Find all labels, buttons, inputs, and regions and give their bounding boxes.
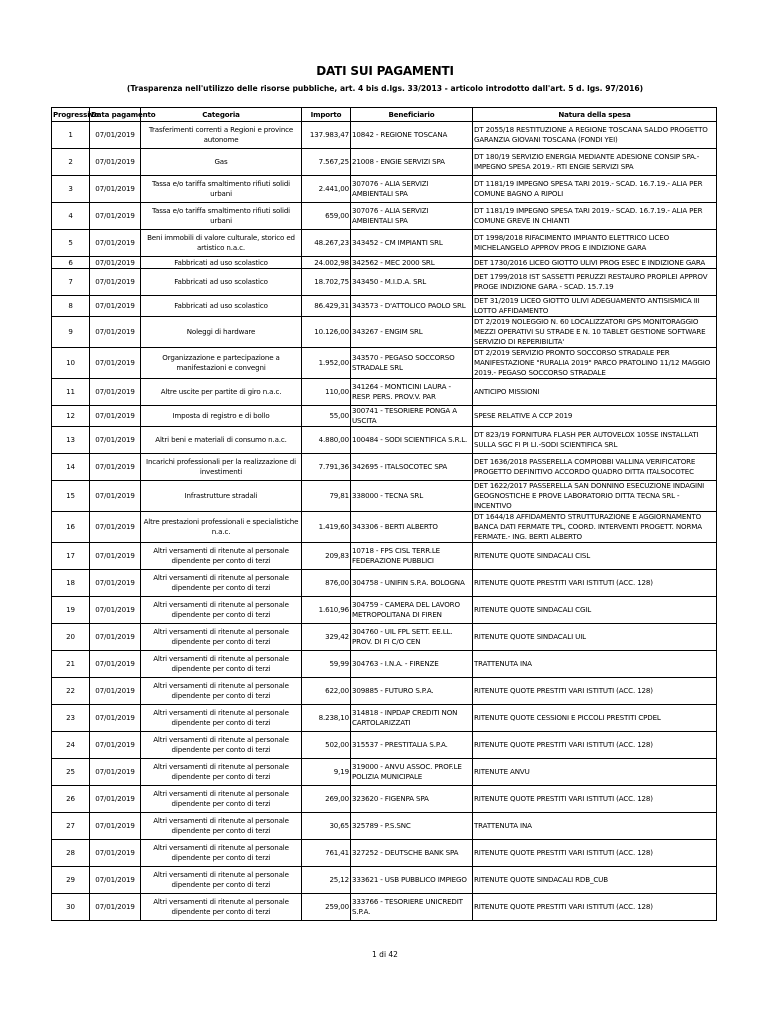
- cell-progressivo: 27: [52, 813, 90, 840]
- table-row: [52, 296, 717, 317]
- cell-natura-spesa: DT 2/2019 NOLEGGIO N. 60 LOCALIZZATORI GPS MONITORAGGIO MEZZI OPERATIVI SU STRADE E N. 10 TABLET GESTIONE SOFTWARE SERVIZIO DI REPERIBILITA': [473, 317, 717, 348]
- cell-categoria: Altri beni e materiali di consumo n.a.c.: [141, 427, 302, 454]
- cell-categoria: Altri versamenti di ritenute al personale dipendente per conto di terzi: [141, 651, 302, 678]
- cell-beneficiario: 314818 - INPDAP CREDITI NON CARTOLARIZZATI: [351, 705, 473, 732]
- cell-categoria: Altri versamenti di ritenute al personale dipendente per conto di terzi: [141, 624, 302, 651]
- table-header: [52, 108, 717, 122]
- table-body: [52, 122, 717, 921]
- cell-natura-spesa: SPESE RELATIVE A CCP 2019: [473, 406, 717, 427]
- cell-categoria: Tassa e/o tariffa smaltimento rifiuti solidi urbani: [141, 176, 302, 203]
- cell-progressivo: 9: [52, 317, 90, 348]
- cell-data-pagamento: 07/01/2019: [90, 122, 141, 149]
- cell-data-pagamento: 07/01/2019: [90, 624, 141, 651]
- cell-data-pagamento: 07/01/2019: [90, 257, 141, 269]
- header-progressivo: Progressivo: [52, 108, 90, 122]
- cell-beneficiario: 333621 - USB PUBBLICO IMPIEGO: [351, 867, 473, 894]
- cell-natura-spesa: RITENUTE QUOTE SINDACALI CISL: [473, 543, 717, 570]
- cell-progressivo: 5: [52, 230, 90, 257]
- cell-progressivo: 24: [52, 732, 90, 759]
- cell-progressivo: 28: [52, 840, 90, 867]
- header-importo: Importo: [302, 108, 351, 122]
- cell-data-pagamento: 07/01/2019: [90, 786, 141, 813]
- table-row: [52, 481, 717, 512]
- cell-progressivo: 13: [52, 427, 90, 454]
- cell-progressivo: 21: [52, 651, 90, 678]
- table-row: [52, 257, 717, 269]
- cell-categoria: Altri versamenti di ritenute al personale dipendente per conto di terzi: [141, 543, 302, 570]
- cell-natura-spesa: DT 1644/18 AFFIDAMENTO STRUTTURAZIONE E AGGIORNAMENTO BANCA DATI FERMATE TPL, COORD. INTERVENTI PROGETT. NORMA FERMATE.- ING. BERTI ALBERTO: [473, 512, 717, 543]
- cell-categoria: Altri versamenti di ritenute al personale dipendente per conto di terzi: [141, 894, 302, 921]
- cell-categoria: Altre uscite per partite di giro n.a.c.: [141, 379, 302, 406]
- cell-beneficiario: 343573 - D'ATTOLICO PAOLO SRL: [351, 296, 473, 317]
- cell-importo: 55,00: [302, 406, 351, 427]
- cell-categoria: Gas: [141, 149, 302, 176]
- cell-beneficiario: 338000 - TECNA SRL: [351, 481, 473, 512]
- cell-progressivo: 14: [52, 454, 90, 481]
- cell-importo: 209,83: [302, 543, 351, 570]
- table-row: [52, 840, 717, 867]
- table-row: [52, 149, 717, 176]
- cell-beneficiario: 343306 - BERTI ALBERTO: [351, 512, 473, 543]
- cell-beneficiario: 343570 - PEGASO SOCCORSO STRADALE SRL: [351, 348, 473, 379]
- table-row: [52, 651, 717, 678]
- table-row: [52, 406, 717, 427]
- table-row: [52, 269, 717, 296]
- table-row: [52, 512, 717, 543]
- cell-natura-spesa: RITENUTE QUOTE CESSIONI E PICCOLI PRESTITI CPDEL: [473, 705, 717, 732]
- cell-data-pagamento: 07/01/2019: [90, 427, 141, 454]
- cell-progressivo: 6: [52, 257, 90, 269]
- cell-categoria: Incarichi professionali per la realizzazione di investimenti: [141, 454, 302, 481]
- page-title: DATI SUI PAGAMENTI: [316, 64, 454, 78]
- cell-progressivo: 18: [52, 570, 90, 597]
- cell-importo: 18.702,75: [302, 269, 351, 296]
- table-row: [52, 624, 717, 651]
- cell-natura-spesa: RITENUTE QUOTE PRESTITI VARI ISTITUTI (ACC. 128): [473, 678, 717, 705]
- cell-beneficiario: 323620 - FIGENPA SPA: [351, 786, 473, 813]
- cell-categoria: Organizzazione e partecipazione a manifestazioni e convegni: [141, 348, 302, 379]
- cell-progressivo: 25: [52, 759, 90, 786]
- cell-data-pagamento: 07/01/2019: [90, 840, 141, 867]
- cell-beneficiario: 10842 - REGIONE TOSCANA: [351, 122, 473, 149]
- cell-natura-spesa: RITENUTE QUOTE SINDACALI UIL: [473, 624, 717, 651]
- table-row: [52, 543, 717, 570]
- cell-importo: 48.267,23: [302, 230, 351, 257]
- cell-natura-spesa: DET 1622/2017 PASSERELLA SAN DONNINO ESECUZIONE INDAGINI GEOGNOSTICHE E PROVE LABORATORIO DITTA TECNA SRL - INCENTIVO: [473, 481, 717, 512]
- cell-data-pagamento: 07/01/2019: [90, 543, 141, 570]
- cell-beneficiario: 307076 - ALIA SERVIZI AMBIENTALI SPA: [351, 203, 473, 230]
- cell-natura-spesa: DT 1181/19 IMPEGNO SPESA TARI 2019.- SCAD. 16.7.19.- ALIA PER COMUNE BAGNO A RIPOLI: [473, 176, 717, 203]
- cell-importo: 79,81: [302, 481, 351, 512]
- cell-importo: 59,99: [302, 651, 351, 678]
- cell-data-pagamento: 07/01/2019: [90, 230, 141, 257]
- cell-importo: 86.429,31: [302, 296, 351, 317]
- cell-data-pagamento: 07/01/2019: [90, 759, 141, 786]
- cell-categoria: Trasferimenti correnti a Regioni e province autonome: [141, 122, 302, 149]
- cell-natura-spesa: DT 180/19 SERVIZIO ENERGIA MEDIANTE ADESIONE CONSIP SPA.- IMPEGNO SPESA 2019.- RTI ENGIE SERVIZI SPA: [473, 149, 717, 176]
- table-row: [52, 203, 717, 230]
- cell-beneficiario: 304763 - I.N.A. - FIRENZE: [351, 651, 473, 678]
- cell-progressivo: 15: [52, 481, 90, 512]
- cell-data-pagamento: 07/01/2019: [90, 149, 141, 176]
- cell-progressivo: 26: [52, 786, 90, 813]
- table-row: [52, 813, 717, 840]
- cell-natura-spesa: RITENUTE QUOTE PRESTITI VARI ISTITUTI (ACC. 128): [473, 732, 717, 759]
- cell-importo: 659,00: [302, 203, 351, 230]
- header-categoria: Categoria: [141, 108, 302, 122]
- cell-natura-spesa: RITENUTE QUOTE PRESTITI VARI ISTITUTI (ACC. 128): [473, 786, 717, 813]
- cell-categoria: Tassa e/o tariffa smaltimento rifiuti solidi urbani: [141, 203, 302, 230]
- cell-beneficiario: 343450 - M.I.D.A. SRL: [351, 269, 473, 296]
- cell-progressivo: 19: [52, 597, 90, 624]
- table-row: [52, 122, 717, 149]
- table-row: [52, 786, 717, 813]
- cell-progressivo: 20: [52, 624, 90, 651]
- table-row: [52, 732, 717, 759]
- cell-natura-spesa: TRATTENUTA INA: [473, 651, 717, 678]
- table-row: [52, 759, 717, 786]
- cell-beneficiario: 327252 - DEUTSCHE BANK SPA: [351, 840, 473, 867]
- cell-importo: 7.791,36: [302, 454, 351, 481]
- table-row: [52, 317, 717, 348]
- cell-progressivo: 10: [52, 348, 90, 379]
- table-row: [52, 894, 717, 921]
- cell-importo: 259,00: [302, 894, 351, 921]
- cell-importo: 110,00: [302, 379, 351, 406]
- cell-beneficiario: 342695 - ITALSOCOTEC SPA: [351, 454, 473, 481]
- cell-data-pagamento: 07/01/2019: [90, 705, 141, 732]
- cell-data-pagamento: 07/01/2019: [90, 867, 141, 894]
- table-row: [52, 379, 717, 406]
- cell-beneficiario: 319000 - ANVU ASSOC. PROF.LE POLIZIA MUNICIPALE: [351, 759, 473, 786]
- cell-natura-spesa: DET 1799/2018 IST SASSETTI PERUZZI RESTAURO PROPILEI APPROV PROGE INDIZIONE GARA - SCAD. 15.7.19: [473, 269, 717, 296]
- cell-categoria: Altri versamenti di ritenute al personale dipendente per conto di terzi: [141, 678, 302, 705]
- cell-progressivo: 8: [52, 296, 90, 317]
- cell-importo: 1.952,00: [302, 348, 351, 379]
- cell-data-pagamento: 07/01/2019: [90, 732, 141, 759]
- cell-importo: 24.002,98: [302, 257, 351, 269]
- cell-beneficiario: 342562 - MEC 2000 SRL: [351, 257, 473, 269]
- cell-categoria: Altri versamenti di ritenute al personale dipendente per conto di terzi: [141, 705, 302, 732]
- cell-data-pagamento: 07/01/2019: [90, 813, 141, 840]
- cell-categoria: Fabbricati ad uso scolastico: [141, 296, 302, 317]
- cell-progressivo: 17: [52, 543, 90, 570]
- cell-beneficiario: 333766 - TESORIERE UNICREDIT S.P.A.: [351, 894, 473, 921]
- cell-categoria: Imposta di registro e di bollo: [141, 406, 302, 427]
- cell-categoria: Infrastrutture stradali: [141, 481, 302, 512]
- cell-data-pagamento: 07/01/2019: [90, 894, 141, 921]
- cell-categoria: Altri versamenti di ritenute al personale dipendente per conto di terzi: [141, 786, 302, 813]
- cell-categoria: Altri versamenti di ritenute al personale dipendente per conto di terzi: [141, 867, 302, 894]
- cell-importo: 622,00: [302, 678, 351, 705]
- table-row: [52, 348, 717, 379]
- cell-importo: 1.610,96: [302, 597, 351, 624]
- cell-natura-spesa: DT 1181/19 IMPEGNO SPESA TARI 2019.- SCAD. 16.7.19.- ALIA PER COMUNE GREVE IN CHIANTI: [473, 203, 717, 230]
- cell-beneficiario: 315537 - PRESTITALIA S.P.A.: [351, 732, 473, 759]
- cell-natura-spesa: RITENUTE ANVU: [473, 759, 717, 786]
- cell-importo: 9,19: [302, 759, 351, 786]
- cell-natura-spesa: RITENUTE QUOTE PRESTITI VARI ISTITUTI (ACC. 128): [473, 894, 717, 921]
- cell-categoria: Fabbricati ad uso scolastico: [141, 269, 302, 296]
- header-data-pagamento: Data pagamento: [90, 108, 141, 122]
- cell-importo: 269,00: [302, 786, 351, 813]
- cell-data-pagamento: 07/01/2019: [90, 570, 141, 597]
- cell-progressivo: 22: [52, 678, 90, 705]
- cell-categoria: Noleggi di hardware: [141, 317, 302, 348]
- cell-beneficiario: 325789 - P.S.SNC: [351, 813, 473, 840]
- cell-importo: 502,00: [302, 732, 351, 759]
- header-natura-spesa: Natura della spesa: [473, 108, 717, 122]
- cell-progressivo: 11: [52, 379, 90, 406]
- cell-data-pagamento: 07/01/2019: [90, 176, 141, 203]
- cell-data-pagamento: 07/01/2019: [90, 379, 141, 406]
- cell-progressivo: 4: [52, 203, 90, 230]
- cell-importo: 329,42: [302, 624, 351, 651]
- cell-categoria: Altri versamenti di ritenute al personale dipendente per conto di terzi: [141, 813, 302, 840]
- cell-importo: 25,12: [302, 867, 351, 894]
- cell-progressivo: 3: [52, 176, 90, 203]
- cell-beneficiario: 304760 - UIL FPL SETT. EE.LL. PROV. DI FI C/O CEN: [351, 624, 473, 651]
- cell-data-pagamento: 07/01/2019: [90, 406, 141, 427]
- cell-natura-spesa: RITENUTE QUOTE SINDACALI RDB_CUB: [473, 867, 717, 894]
- cell-natura-spesa: TRATTENUTA INA: [473, 813, 717, 840]
- cell-categoria: Fabbricati ad uso scolastico: [141, 257, 302, 269]
- cell-categoria: Altri versamenti di ritenute al personale dipendente per conto di terzi: [141, 732, 302, 759]
- cell-progressivo: 29: [52, 867, 90, 894]
- cell-data-pagamento: 07/01/2019: [90, 269, 141, 296]
- table-row: [52, 230, 717, 257]
- table-row: [52, 454, 717, 481]
- cell-natura-spesa: DET 31/2019 LICEO GIOTTO ULIVI ADEGUAMENTO ANTISISMICA III LOTTO AFFIDAMENTO: [473, 296, 717, 317]
- cell-importo: 30,65: [302, 813, 351, 840]
- cell-importo: 137.983,47: [302, 122, 351, 149]
- cell-progressivo: 30: [52, 894, 90, 921]
- cell-natura-spesa: DT 2055/18 RESTITUZIONE A REGIONE TOSCANA SALDO PROGETTO GARANZIA GIOVANI TOSCANA (FONDI YEI): [473, 122, 717, 149]
- cell-beneficiario: 21008 - ENGIE SERVIZI SPA: [351, 149, 473, 176]
- cell-data-pagamento: 07/01/2019: [90, 348, 141, 379]
- cell-data-pagamento: 07/01/2019: [90, 651, 141, 678]
- page-number: 1 di 42: [372, 950, 398, 959]
- cell-importo: 4.880,00: [302, 427, 351, 454]
- cell-categoria: Beni immobili di valore culturale, storico ed artistico n.a.c.: [141, 230, 302, 257]
- cell-natura-spesa: DT 823/19 FORNITURA FLASH PER AUTOVELOX 105SE INSTALLATI SULLA SGC FI PI LI.-SODI SCIENTIFICA SRL: [473, 427, 717, 454]
- cell-importo: 8.238,10: [302, 705, 351, 732]
- cell-beneficiario: 100484 - SODI SCIENTIFICA S.R.L.: [351, 427, 473, 454]
- cell-progressivo: 12: [52, 406, 90, 427]
- cell-natura-spesa: DET 1730/2016 LICEO GIOTTO ULIVI PROG ESEC E INDIZIONE GARA: [473, 257, 717, 269]
- header-row: [52, 108, 717, 122]
- cell-natura-spesa: RITENUTE QUOTE SINDACALI CGIL: [473, 597, 717, 624]
- cell-importo: 876,00: [302, 570, 351, 597]
- cell-natura-spesa: ANTICIPO MISSIONI: [473, 379, 717, 406]
- table-row: [52, 597, 717, 624]
- cell-data-pagamento: 07/01/2019: [90, 317, 141, 348]
- cell-categoria: Altri versamenti di ritenute al personale dipendente per conto di terzi: [141, 759, 302, 786]
- cell-beneficiario: 304759 - CAMERA DEL LAVORO METROPOLITANA DI FIREN: [351, 597, 473, 624]
- cell-data-pagamento: 07/01/2019: [90, 203, 141, 230]
- header-beneficiario: Beneficiario: [351, 108, 473, 122]
- cell-progressivo: 2: [52, 149, 90, 176]
- cell-importo: 10.126,00: [302, 317, 351, 348]
- cell-beneficiario: 304758 - UNIFIN S.P.A. BOLOGNA: [351, 570, 473, 597]
- cell-categoria: Altri versamenti di ritenute al personale dipendente per conto di terzi: [141, 597, 302, 624]
- table-row: [52, 867, 717, 894]
- cell-data-pagamento: 07/01/2019: [90, 512, 141, 543]
- cell-categoria: Altri versamenti di ritenute al personale dipendente per conto di terzi: [141, 570, 302, 597]
- cell-importo: 2.441,00: [302, 176, 351, 203]
- cell-beneficiario: 343452 - CM IMPIANTI SRL: [351, 230, 473, 257]
- cell-natura-spesa: DET 1636/2018 PASSERELLA COMPIOBBI VALLINA VERIFICATORE PROGETTO DEFINITIVO ACCORDO QUADRO DITTA ITALSOCOTEC: [473, 454, 717, 481]
- table-row: [52, 427, 717, 454]
- table-row: [52, 705, 717, 732]
- cell-beneficiario: 309885 - FUTURO S.P.A.: [351, 678, 473, 705]
- cell-categoria: Altri versamenti di ritenute al personale dipendente per conto di terzi: [141, 840, 302, 867]
- cell-data-pagamento: 07/01/2019: [90, 296, 141, 317]
- page-subtitle: (Trasparenza nell'utilizzo delle risorse pubbliche, art. 4 bis d.lgs. 33/2013 - articolo introdotto dall'art. 5 d. lgs. 97/2016): [126, 84, 644, 93]
- cell-data-pagamento: 07/01/2019: [90, 454, 141, 481]
- cell-natura-spesa: RITENUTE QUOTE PRESTITI VARI ISTITUTI (ACC. 128): [473, 840, 717, 867]
- cell-data-pagamento: 07/01/2019: [90, 678, 141, 705]
- cell-beneficiario: 10718 - FPS CISL TERR.LE FEDERAZIONE PUBBLICI: [351, 543, 473, 570]
- cell-beneficiario: 300741 - TESORIERE PONGA A USCITA: [351, 406, 473, 427]
- cell-progressivo: 7: [52, 269, 90, 296]
- cell-beneficiario: 341264 - MONTICINI LAURA - RESP. PERS. PROV.V. PAR: [351, 379, 473, 406]
- cell-natura-spesa: RITENUTE QUOTE PRESTITI VARI ISTITUTI (ACC. 128): [473, 570, 717, 597]
- cell-natura-spesa: DT 1998/2018 RIFACIMENTO IMPIANTO ELETTRICO LICEO MICHELANGELO APPROV PROG E INDIZIONE GARA: [473, 230, 717, 257]
- cell-beneficiario: 307076 - ALIA SERVIZI AMBIENTALI SPA: [351, 176, 473, 203]
- table-row: [52, 678, 717, 705]
- cell-progressivo: 1: [52, 122, 90, 149]
- cell-beneficiario: 343267 - ENGIM SRL: [351, 317, 473, 348]
- cell-progressivo: 23: [52, 705, 90, 732]
- cell-categoria: Altre prestazioni professionali e specialistiche n.a.c.: [141, 512, 302, 543]
- cell-importo: 1.419,60: [302, 512, 351, 543]
- cell-data-pagamento: 07/01/2019: [90, 597, 141, 624]
- table-row: [52, 176, 717, 203]
- cell-natura-spesa: DT 2/2019 SERVIZIO PRONTO SOCCORSO STRADALE PER MANIFESTAZIONE "RURALIA 2019" PARCO PRATOLINO 11/12 MAGGIO 2019.- PEGASO SOCCORSO STRADALE: [473, 348, 717, 379]
- cell-progressivo: 16: [52, 512, 90, 543]
- payments-table: [51, 107, 717, 921]
- cell-importo: 7.567,25: [302, 149, 351, 176]
- cell-importo: 761,41: [302, 840, 351, 867]
- table-row: [52, 570, 717, 597]
- cell-data-pagamento: 07/01/2019: [90, 481, 141, 512]
